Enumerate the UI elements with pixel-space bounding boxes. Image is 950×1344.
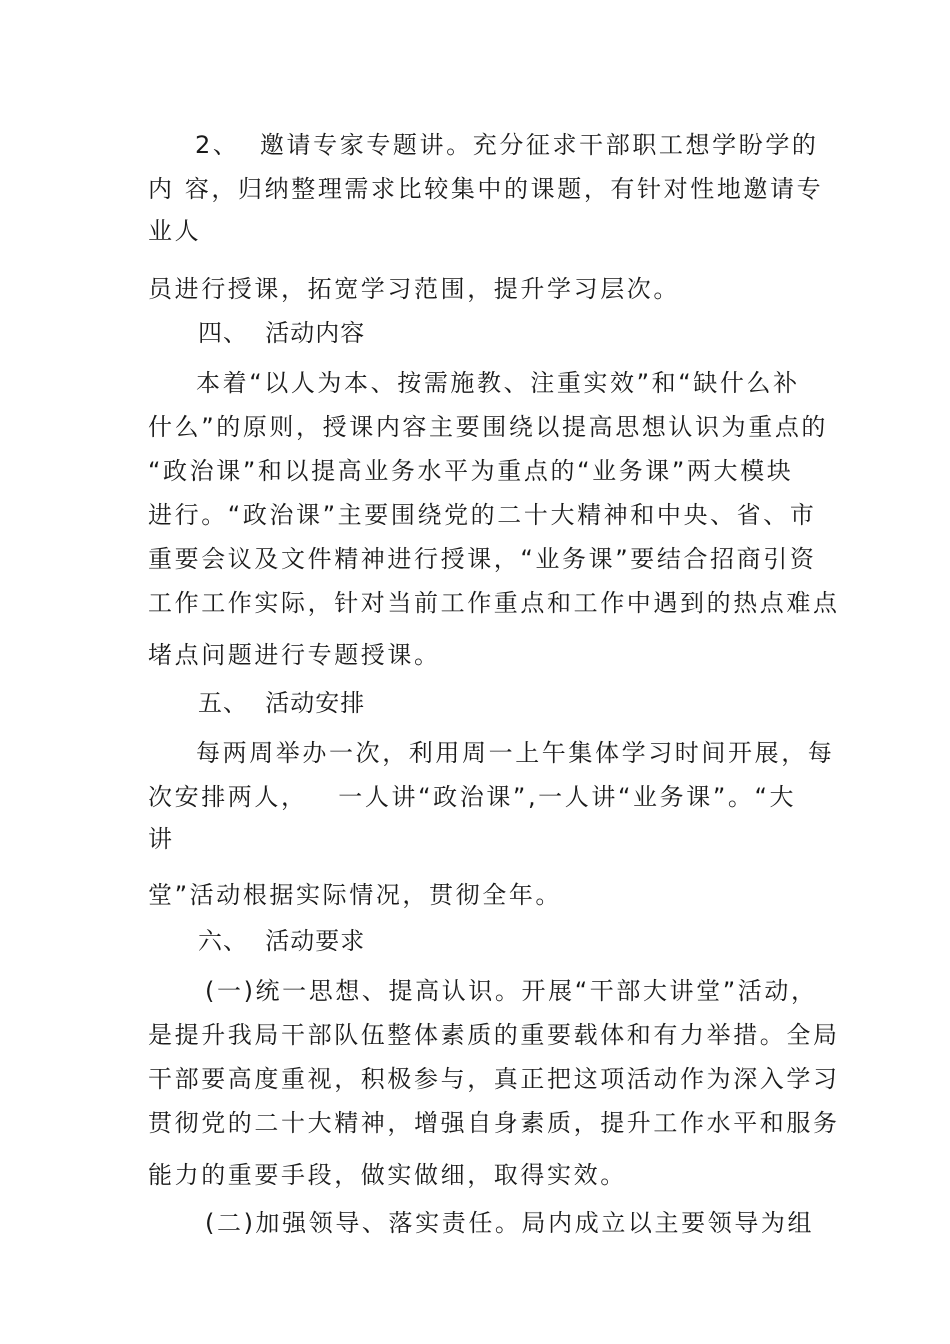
text-line: 本着“以人为本、按需施教、注重实效”和“缺什么补 <box>196 369 800 397</box>
text-line: (二)加强领导、落实责任。局内成立以主要领导为组 <box>205 1209 815 1237</box>
section-heading: 六、 活动要求 <box>198 927 366 955</box>
text-line: 每两周举办一次，利用周一上午集体学习时间开展，每 <box>196 739 835 767</box>
text-line: 次安排两人， 一人讲“政治课”,一人讲“业务课”。“大 <box>148 783 797 811</box>
text-line: 能力的重要手段，做实做细，取得实效。 <box>148 1161 627 1189</box>
text-line: 2、 邀请专家专题讲。充分征求干部职工想学盼学的 <box>195 131 819 159</box>
text-line: 重要会议及文件精神进行授课，“业务课”要结合招商引资 <box>148 545 817 573</box>
section-heading: 四、 活动内容 <box>198 319 366 347</box>
text-line: 堂”活动根据实际情况，贯彻全年。 <box>148 881 563 909</box>
text-line: 内 容，归纳整理需求比较集中的课题，有针对性地邀请专 <box>148 175 824 203</box>
text-line: (一)统一思想、提高认识。开展“干部大讲堂”活动， <box>205 977 818 1005</box>
text-line: “政治课”和以提高业务水平为重点的“业务课”两大模块 <box>148 457 794 485</box>
text-line: 是提升我局干部队伍整体素质的重要载体和有力举措。全局 <box>148 1021 840 1049</box>
text-line: 进行。“政治课”主要围绕党的二十大精神和中央、省、市 <box>148 501 817 529</box>
text-line: 干部要高度重视，积极参与，真正把这项活动作为深入学习 <box>148 1065 840 1093</box>
text-line: 工作工作实际，针对当前工作重点和工作中遇到的热点难点 <box>148 589 840 617</box>
text-line: 贯彻党的二十大精神，增强自身素质，提升工作水平和服务 <box>148 1109 840 1137</box>
text-line: 讲 <box>148 825 175 853</box>
text-line: 业人 <box>148 217 202 245</box>
text-line: 什么”的原则，授课内容主要围绕以提高思想认识为重点的 <box>148 413 829 441</box>
text-line: 堵点问题进行专题授课。 <box>148 641 441 669</box>
text-line: 员进行授课，拓宽学习范围，提升学习层次。 <box>148 275 680 303</box>
section-heading: 五、 活动安排 <box>198 689 366 717</box>
